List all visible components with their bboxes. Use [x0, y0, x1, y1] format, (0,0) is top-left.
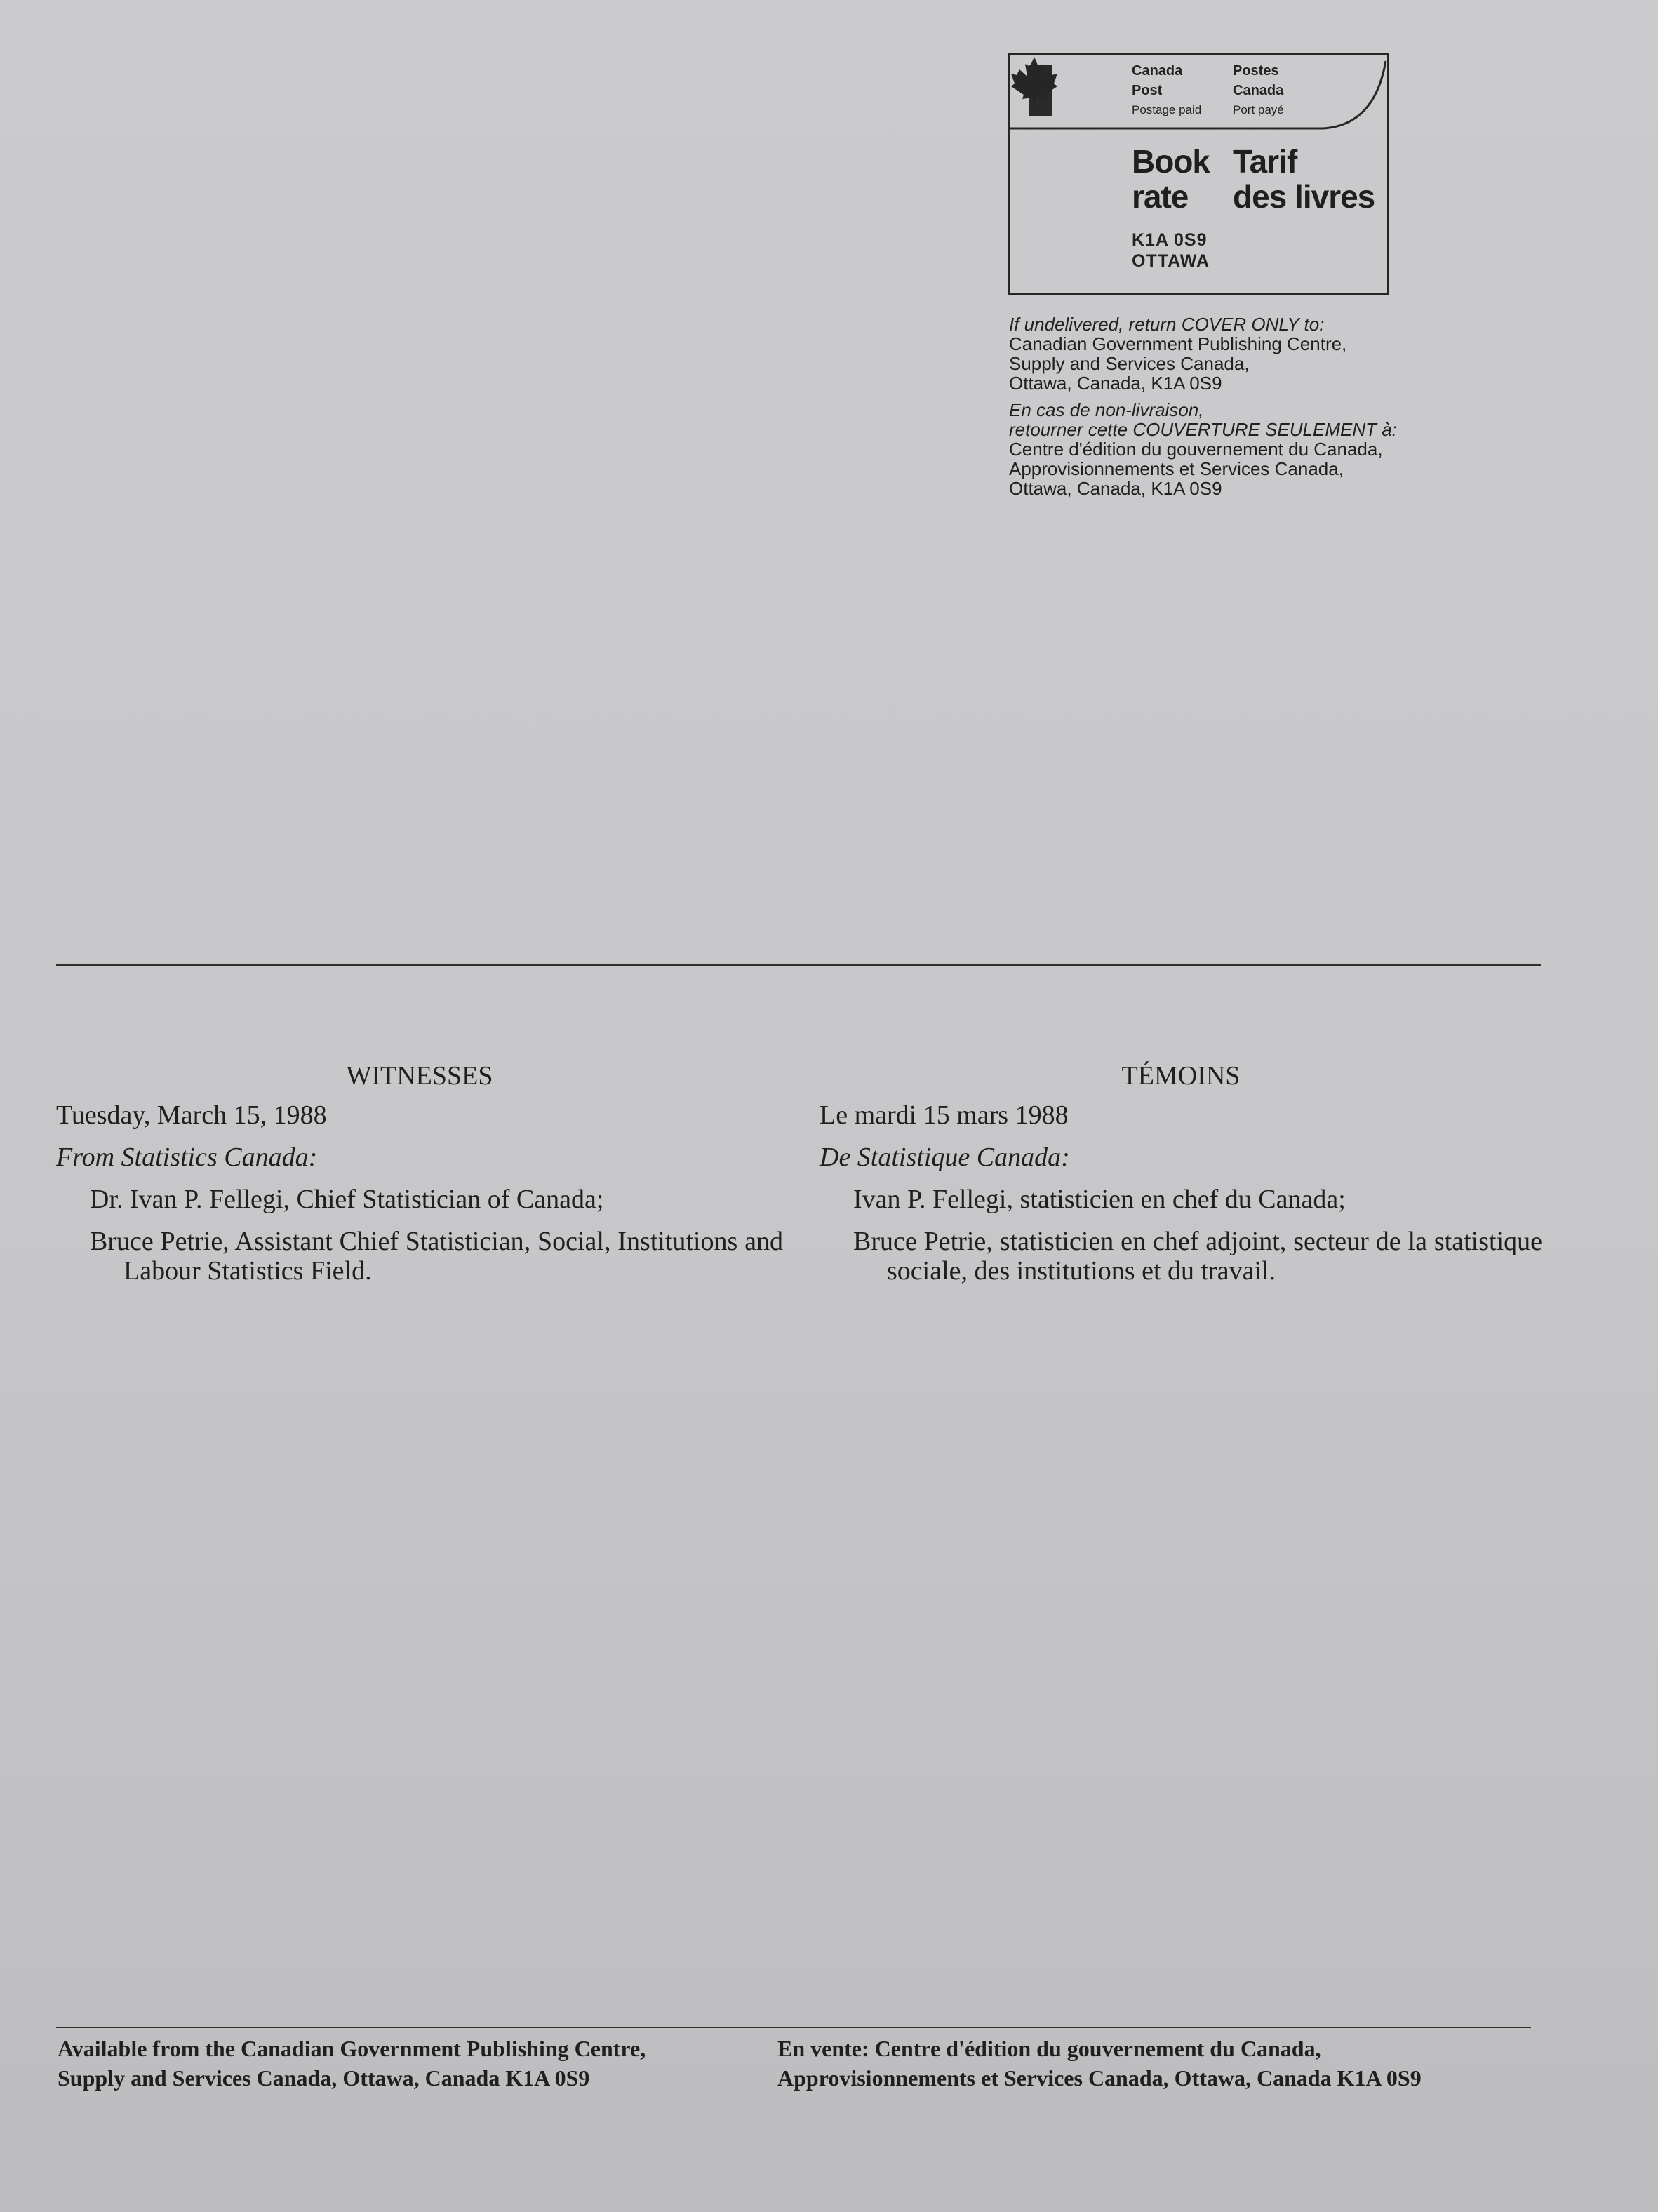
- book-rate-label: [1132, 144, 1210, 214]
- postes-canada-label: [1233, 61, 1284, 120]
- return-notice-fr-line2: retourner cette COUVERTURE SEULEMENT à:: [1009, 419, 1397, 440]
- tarif-livres-label: [1233, 144, 1375, 214]
- footer-availability-fr: [777, 2034, 1549, 2093]
- section-divider: [56, 964, 1541, 966]
- postes-canada-line1: Postes: [1233, 63, 1279, 79]
- witness-petrie: Bruce Petrie, Assistant Chief Statistician, Social, Institutions and Labour Statistics Field.: [90, 1227, 783, 1286]
- temoin-petrie: Bruce Petrie, statisticien en chef adjoint, secteur de la statistique sociale, des institutions et du travail.: [853, 1227, 1542, 1286]
- footer-divider: [56, 2027, 1531, 2028]
- return-notice-fr-line1: En cas de non-livraison,: [1009, 399, 1204, 420]
- indicia-address: [1132, 229, 1210, 272]
- temoins-organization: De Statistique Canada:: [820, 1142, 1070, 1172]
- return-notice-en-line4: Ottawa, Canada, K1A 0S9: [1009, 373, 1222, 394]
- footer-en-line2: Supply and Services Canada, Ottawa, Canada K1A 0S9: [58, 2065, 590, 2091]
- return-notice-en-line3: Supply and Services Canada,: [1009, 353, 1250, 374]
- return-notice-en-line2: Canadian Government Publishing Centre,: [1009, 333, 1347, 354]
- witnesses-date: Tuesday, March 15, 1988: [56, 1100, 327, 1130]
- book-rate-line1: Book: [1132, 143, 1210, 180]
- witnesses-english: [56, 1061, 783, 1298]
- footer-en-line1: Available from the Canadian Government Publishing Centre,: [58, 2036, 646, 2061]
- indicia-postal-code: K1A 0S9: [1132, 230, 1208, 250]
- witnesses-heading: WITNESSES: [346, 1061, 493, 1091]
- canada-post-line2: Post: [1132, 83, 1163, 98]
- witnesses-organization: From Statistics Canada:: [56, 1142, 318, 1172]
- maple-leaf-icon: [1010, 55, 1059, 109]
- postage-paid-label: Postage paid: [1132, 103, 1202, 116]
- postes-canada-line2: Canada: [1233, 83, 1284, 98]
- temoins-heading: TÉMOINS: [1121, 1061, 1241, 1091]
- witness-fellegi: Dr. Ivan P. Fellegi, Chief Statistician of Canada;: [90, 1185, 604, 1214]
- canada-post-label: [1132, 61, 1201, 120]
- return-notice: [1009, 314, 1514, 498]
- footer-fr-line2: Approvisionnements et Services Canada, Ottawa, Canada K1A 0S9: [777, 2065, 1422, 2091]
- witnesses-french: [820, 1061, 1542, 1298]
- footer-availability-en: [58, 2034, 766, 2093]
- canada-post-line1: Canada: [1132, 63, 1183, 79]
- tarif-livres-line1: Tarif: [1233, 143, 1297, 180]
- footer-fr-line1: En vente: Centre d'édition du gouvernement du Canada,: [777, 2036, 1321, 2061]
- indicia-header: [1010, 55, 1387, 128]
- tarif-livres-line2: des livres: [1233, 178, 1375, 215]
- port-paye-label: Port payé: [1233, 103, 1284, 116]
- temoin-fellegi: Ivan P. Fellegi, statisticien en chef du Canada;: [853, 1185, 1346, 1214]
- book-rate-line2: rate: [1132, 178, 1189, 215]
- return-notice-fr-line3: Centre d'édition du gouvernement du Canada,: [1009, 439, 1383, 460]
- return-notice-fr-line5: Ottawa, Canada, K1A 0S9: [1009, 478, 1222, 499]
- return-notice-en-line1: If undelivered, return COVER ONLY to:: [1009, 314, 1325, 335]
- postage-indicia: [1008, 53, 1389, 295]
- return-notice-fr-line4: Approvisionnements et Services Canada,: [1009, 458, 1344, 479]
- indicia-city: OTTAWA: [1132, 251, 1210, 271]
- temoins-date: Le mardi 15 mars 1988: [820, 1100, 1069, 1130]
